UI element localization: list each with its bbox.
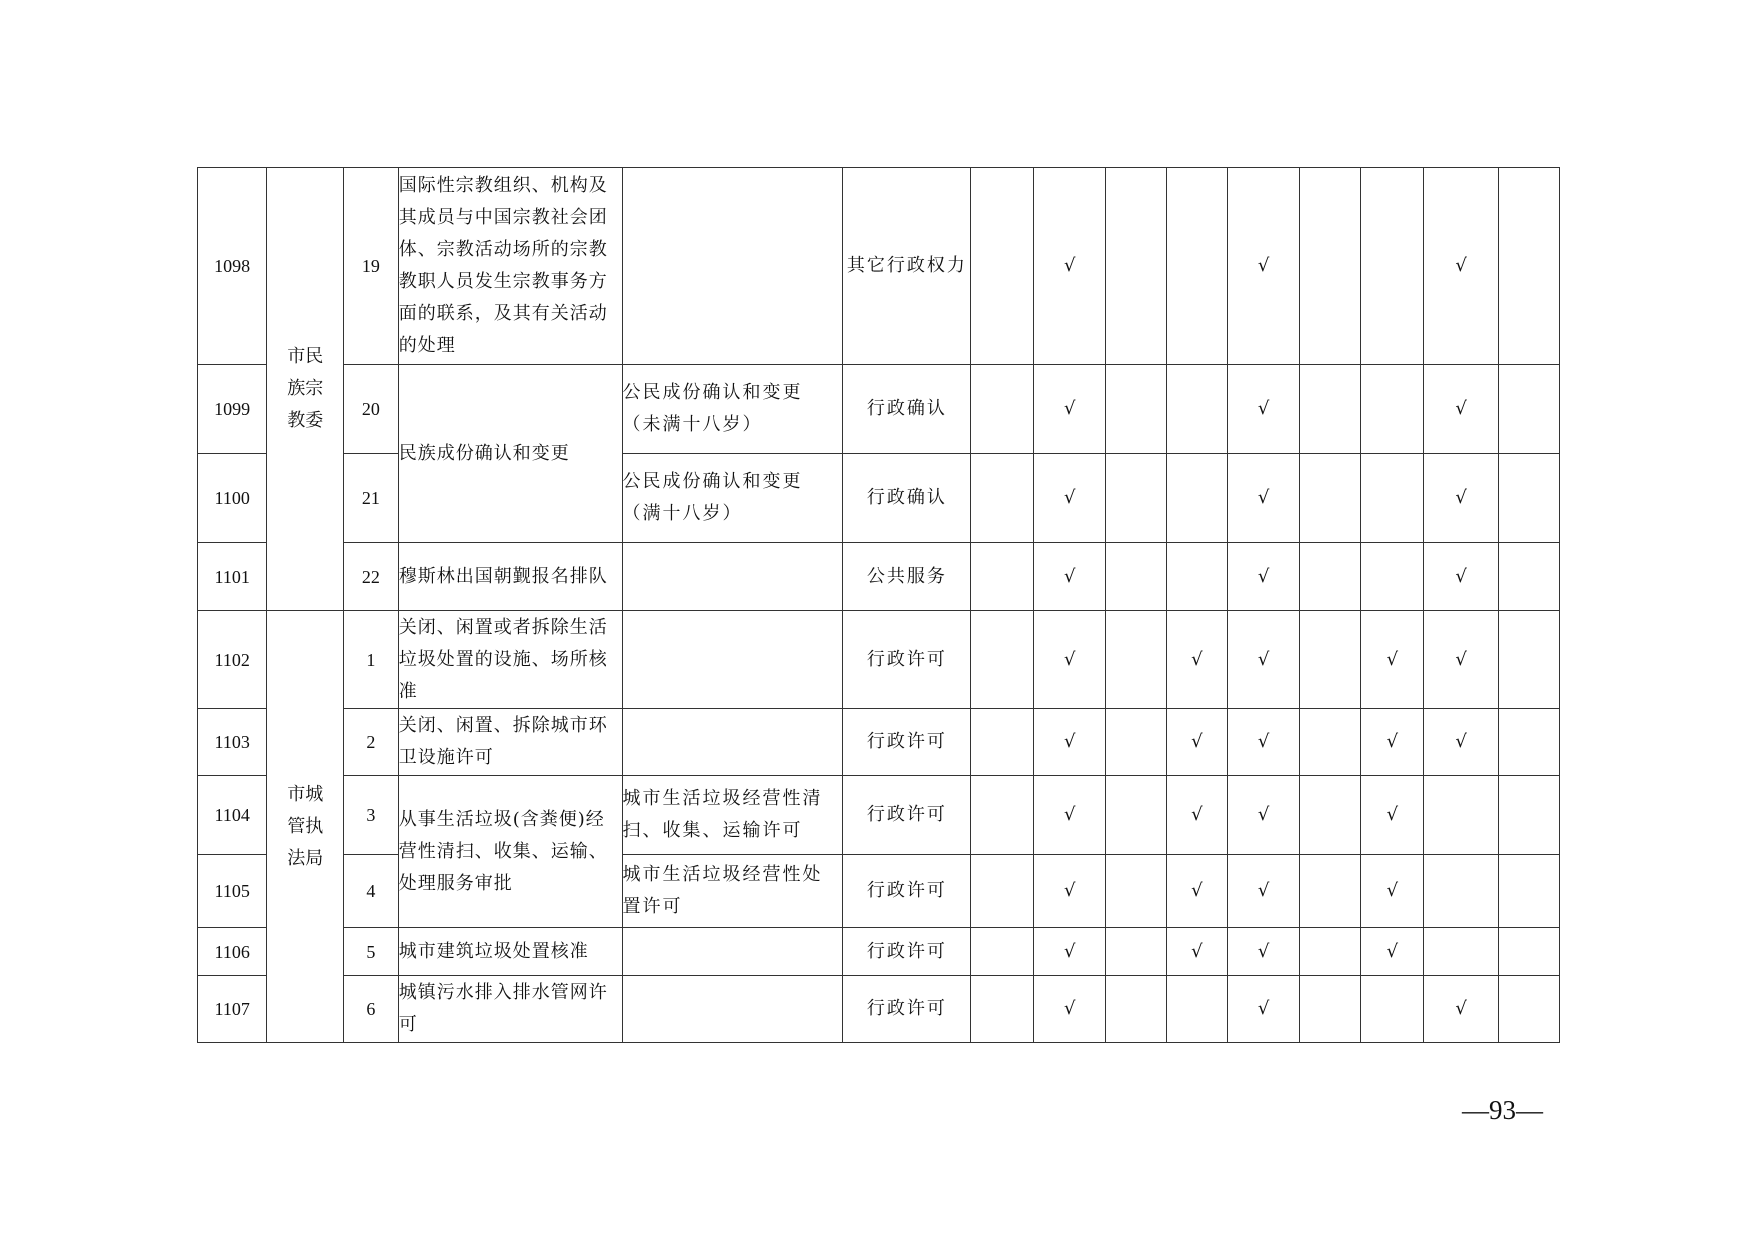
table-row [198,928,1560,976]
check-mark: √ [1361,611,1424,709]
sequence-number: 21 [344,454,399,543]
check-mark: √ [1361,709,1424,776]
check-mark [1166,168,1227,365]
check-mark [1361,543,1424,611]
item-name: 穆斯林出国朝觐报名排队 [398,543,622,611]
sub-item-name [622,976,843,1043]
item-name: 关闭、闲置或者拆除生活垃圾处置的设施、场所核准 [398,611,622,709]
power-type: 行政许可 [843,855,971,928]
sequence-number: 2 [344,709,399,776]
table-body [198,168,1560,1043]
check-mark [1498,976,1559,1043]
check-mark [1300,543,1361,611]
power-type: 行政许可 [843,776,971,855]
check-mark [1361,976,1424,1043]
check-mark: √ [1227,365,1300,454]
table-row [198,365,1560,454]
check-mark [1300,928,1361,976]
item-number: 1107 [198,976,267,1043]
department-line: 管执 [287,815,324,837]
check-mark: √ [1424,709,1499,776]
sub-item-name: 城市生活垃圾经营性处置许可 [622,855,843,928]
sequence-number: 3 [344,776,399,855]
power-type: 行政许可 [843,611,971,709]
item-name: 城市建筑垃圾处置核准 [398,928,622,976]
table-row [198,611,1560,709]
power-type: 行政许可 [843,709,971,776]
item-number: 1098 [198,168,267,365]
check-mark: √ [1361,928,1424,976]
department-line: 教委 [287,410,324,431]
check-mark: √ [1034,709,1105,776]
check-mark [1105,855,1166,928]
sequence-number: 6 [344,976,399,1043]
check-mark [971,543,1034,611]
check-mark: √ [1034,168,1105,365]
item-name: 城镇污水排入排水管网许可 [398,976,622,1043]
item-name: 民族成份确认和变更 [398,365,622,543]
sub-item-name: 公民成份确认和变更（满十八岁） [622,454,843,543]
check-mark: √ [1361,776,1424,855]
power-type: 行政确认 [843,365,971,454]
check-mark [1105,709,1166,776]
item-name: 国际性宗教组织、机构及其成员与中国宗教社会团体、宗教活动场所的宗教教职人员发生宗教事务方面的联系，及其有关活动的处理 [398,168,622,365]
power-type: 其它行政权力 [843,168,971,365]
table-row [198,168,1560,365]
department-line: 族宗 [287,378,324,399]
item-number: 1099 [198,365,267,454]
check-mark [1105,928,1166,976]
power-list-table [197,167,1560,1043]
check-mark: √ [1166,855,1227,928]
table-row [198,976,1560,1043]
sequence-number: 22 [344,543,399,611]
table-row [198,776,1560,855]
check-mark [1166,976,1227,1043]
check-mark [1498,611,1559,709]
department-cell [267,168,344,611]
item-number: 1106 [198,928,267,976]
check-mark: √ [1424,168,1499,365]
check-mark [971,776,1034,855]
check-mark [1300,855,1361,928]
check-mark [1498,543,1559,611]
check-mark: √ [1034,976,1105,1043]
check-mark: √ [1227,168,1300,365]
item-name: 从事生活垃圾(含粪便)经营性清扫、收集、运输、处理服务审批 [398,776,622,928]
power-type: 行政许可 [843,928,971,976]
check-mark [1361,454,1424,543]
check-mark [1105,168,1166,365]
check-mark: √ [1424,454,1499,543]
check-mark: √ [1166,709,1227,776]
department-line: 市城 [287,783,324,805]
check-mark [971,976,1034,1043]
check-mark [1498,454,1559,543]
check-mark [1498,709,1559,776]
sequence-number: 20 [344,365,399,454]
check-mark: √ [1424,543,1499,611]
check-mark: √ [1227,611,1300,709]
sub-item-name [622,168,843,365]
check-mark [1105,611,1166,709]
check-mark [1498,776,1559,855]
check-mark [1300,611,1361,709]
check-mark [1300,168,1361,365]
department-line: 市民 [287,346,324,367]
check-mark: √ [1034,365,1105,454]
table-row [198,543,1560,611]
check-mark: √ [1227,709,1300,776]
check-mark: √ [1227,855,1300,928]
check-mark: √ [1034,928,1105,976]
check-mark [1105,365,1166,454]
check-mark: √ [1034,855,1105,928]
department-line: 法局 [287,847,324,869]
check-mark: √ [1227,543,1300,611]
sequence-number: 5 [344,928,399,976]
sub-item-name: 公民成份确认和变更（未满十八岁） [622,365,843,454]
check-mark [1300,976,1361,1043]
check-mark: √ [1424,976,1499,1043]
check-mark [971,611,1034,709]
check-mark [971,365,1034,454]
sub-item-name [622,709,843,776]
check-mark: √ [1227,776,1300,855]
item-number: 1100 [198,454,267,543]
power-type: 公共服务 [843,543,971,611]
power-type: 行政许可 [843,976,971,1043]
item-number: 1101 [198,543,267,611]
sequence-number: 4 [344,855,399,928]
table-row [198,709,1560,776]
check-mark [971,928,1034,976]
check-mark [1424,855,1499,928]
check-mark: √ [1034,776,1105,855]
check-mark [1498,855,1559,928]
check-mark: √ [1227,976,1300,1043]
item-number: 1104 [198,776,267,855]
sub-item-name: 城市生活垃圾经营性清扫、收集、运输许可 [622,776,843,855]
sub-item-name [622,543,843,611]
check-mark: √ [1166,776,1227,855]
check-mark: √ [1424,365,1499,454]
check-mark [971,454,1034,543]
item-number: 1105 [198,855,267,928]
check-mark: √ [1424,611,1499,709]
check-mark [1105,776,1166,855]
power-type: 行政确认 [843,454,971,543]
page-number: —93— [1462,1095,1543,1125]
sub-item-name [622,928,843,976]
item-number: 1102 [198,611,267,709]
check-mark [1424,928,1499,976]
sequence-number: 19 [344,168,399,365]
check-mark [1300,776,1361,855]
check-mark [971,855,1034,928]
check-mark [971,168,1034,365]
check-mark [971,709,1034,776]
item-number: 1103 [198,709,267,776]
check-mark [1498,365,1559,454]
check-mark [1498,928,1559,976]
check-mark [1498,168,1559,365]
check-mark: √ [1034,611,1105,709]
check-mark [1105,976,1166,1043]
item-name: 关闭、闲置、拆除城市环卫设施许可 [398,709,622,776]
check-mark: √ [1166,611,1227,709]
check-mark [1300,454,1361,543]
department-cell [267,611,344,1043]
check-mark [1424,776,1499,855]
sub-item-name [622,611,843,709]
check-mark [1105,454,1166,543]
check-mark [1166,365,1227,454]
check-mark [1105,543,1166,611]
check-mark: √ [1227,928,1300,976]
check-mark: √ [1034,543,1105,611]
check-mark [1166,543,1227,611]
check-mark [1166,454,1227,543]
check-mark: √ [1166,928,1227,976]
check-mark [1300,365,1361,454]
check-mark [1300,709,1361,776]
check-mark: √ [1361,855,1424,928]
check-mark [1361,168,1424,365]
check-mark: √ [1034,454,1105,543]
sequence-number: 1 [344,611,399,709]
check-mark [1361,365,1424,454]
check-mark: √ [1227,454,1300,543]
